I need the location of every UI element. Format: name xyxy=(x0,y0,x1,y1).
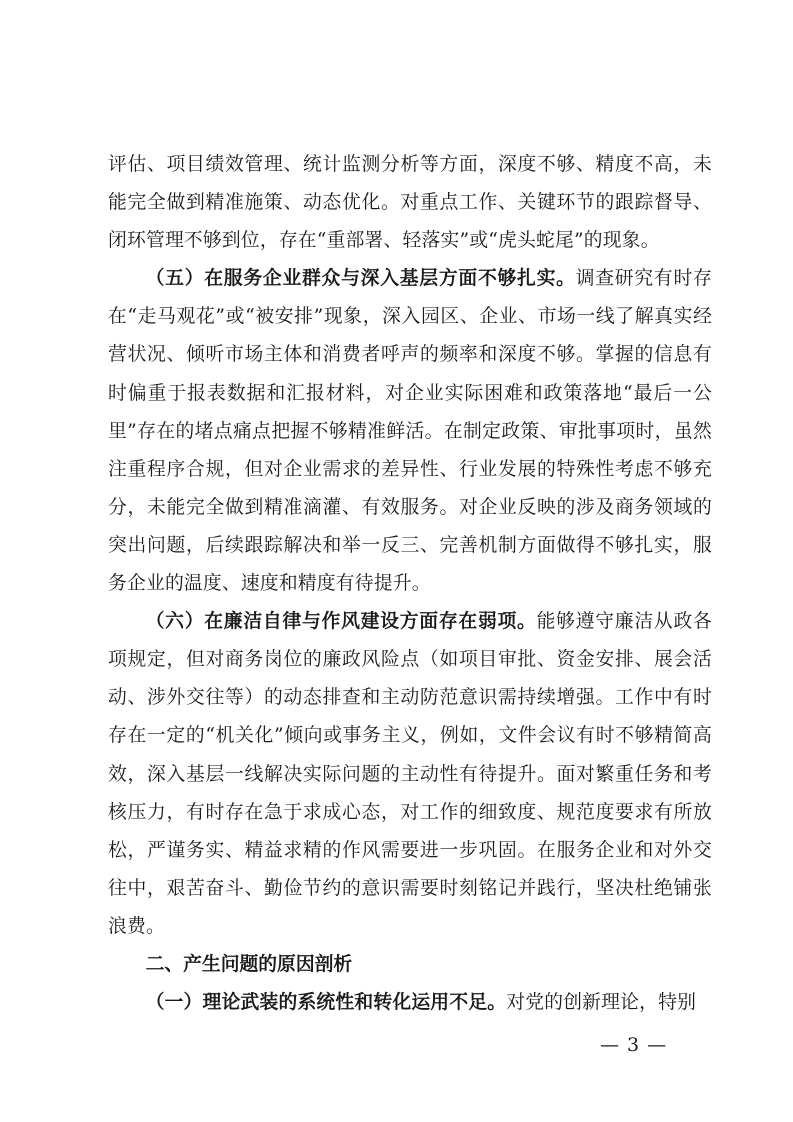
section-6-body: 能够遵守廉洁从政各项规定，但对商务岗位的廉政风险点（如项目审批、资金安排、展会活动、涉外交往等）的动态排查和主动防范意识需持续增强。工作中有时存在一定的“机关化”倾向或事务主义，例如，文件会议有时不够精简高效，深入基层一线解决实际问题的主动性有待提升。面对繁重任务和考核压力，有时存在急于求成心态，对工作的细致度、规范度要求有所放松，严谨务实、精益求精的作风需要进一步巩固。在服务企业和对外交往中，艰苦奋斗、勤俭节约的意识需要时刻铭记并践行，坚决杜绝铺张浪费。 xyxy=(108,611,712,937)
section-6-heading: （六）在廉洁自律与作风建设方面存在弱项。 xyxy=(145,611,537,633)
section-6-paragraph xyxy=(108,603,712,946)
subsection-1-heading: （一）理论武装的系统性和转化运用不足。 xyxy=(145,992,507,1014)
subsection-1-paragraph xyxy=(108,984,712,1022)
page-number: — 3 — xyxy=(600,1034,668,1056)
section-5-body: 调查研究有时存在“走马观花”或“被安排”现象，深入园区、企业、市场一线了解真实经营状况、倾听市场主体和消费者呼声的频率和深度不够。掌握的信息有时偏重于报表数据和汇报材料，对企业实际困难和政策落地“最后一公里”存在的堵点痛点把握不够精准鲜活。在制定政策、审批事项时，虽然注重程序合规，但对企业需求的差异性、行业发展的特殊性考虑不够充分，未能完全做到精准滴灌、有效服务。对企业反映的涉及商务领域的突出问题，后续跟踪解决和举一反三、完善机制方面做得不够扎实，服务企业的温度、速度和精度有待提升。 xyxy=(108,268,712,595)
continued-paragraph: 评估、项目绩效管理、统计监测分析等方面，深度不够、精度不高，未能完全做到精准施策、动态优化。对重点工作、关键环节的跟踪督导、闭环管理不够到位，存在“重部署、轻落实”或“虎头蛇尾”的现象。 xyxy=(108,154,712,252)
document-body xyxy=(108,146,712,1022)
section-5-heading: （五）在服务企业群众与深入基层方面不够扎实。 xyxy=(145,268,576,290)
section-5-paragraph xyxy=(108,260,712,603)
chapter-2-heading: 二、产生问题的原因剖析 xyxy=(145,953,353,975)
subsection-1-body: 对党的创新理论，特别 xyxy=(506,992,697,1014)
